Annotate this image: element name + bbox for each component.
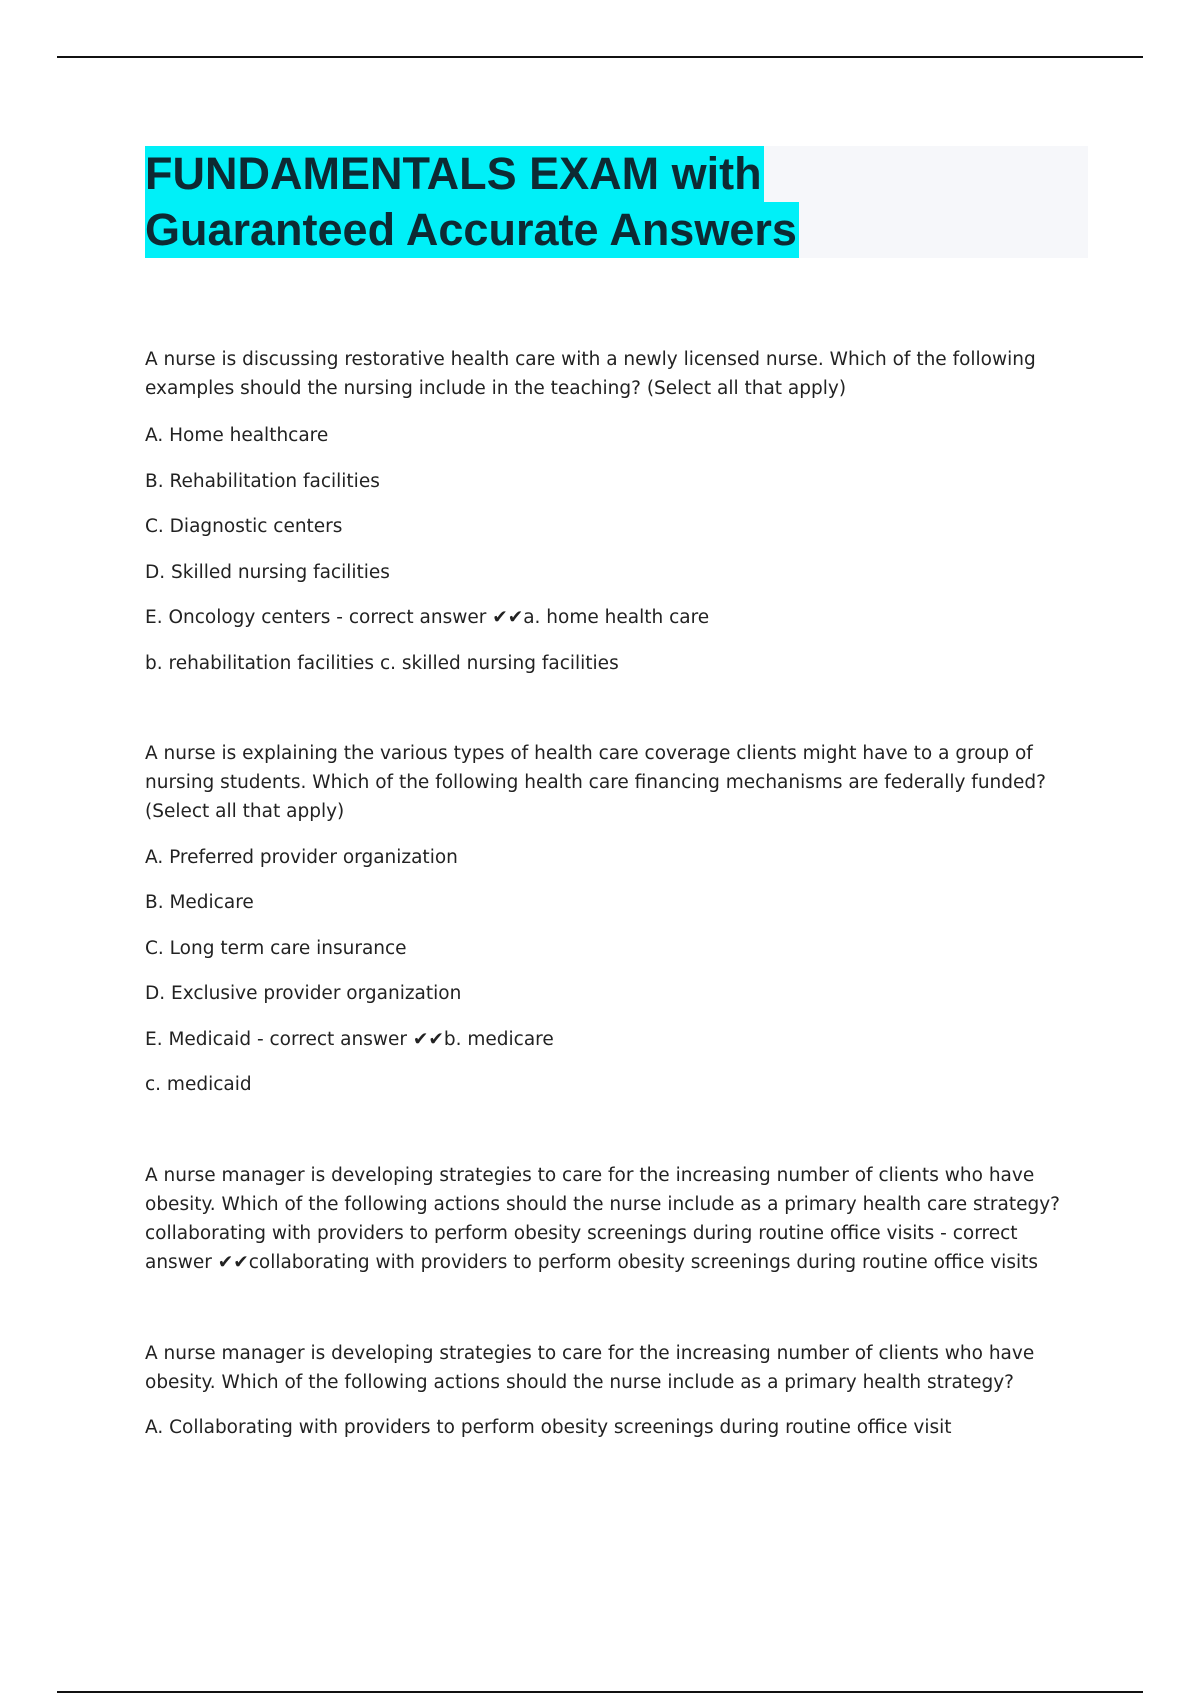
question-1-option-e-answer: E. Oncology centers - correct answer ✔✔a. home health care xyxy=(145,607,710,628)
question-2-prompt: A nurse is explaining the various types of health care coverage clients might have to a group of nursing students. Which of the following health care financing mechanisms are federally funded? (Select all that apply) xyxy=(145,743,1046,822)
title-line-2: Guaranteed Accurate Answers xyxy=(145,202,799,258)
question-1-option-d: D. Skilled nursing facilities xyxy=(145,562,390,583)
top-rule xyxy=(57,56,1143,58)
bottom-rule xyxy=(57,1691,1143,1693)
question-1-prompt: A nurse is discussing restorative health care with a newly licensed nurse. Which of the following examples should the nursing include in the teaching? (Select all that apply) xyxy=(145,349,1036,399)
question-2-option-d: D. Exclusive provider organization xyxy=(145,983,462,1004)
document-title xyxy=(145,146,1088,258)
question-4-prompt: A nurse manager is developing strategies to care for the increasing number of clients who have obesity. Which of the following actions should the nurse include as a primary health strategy? xyxy=(145,1343,1035,1393)
question-2-option-c: C. Long term care insurance xyxy=(145,938,407,959)
question-4-option-a: A. Collaborating with providers to perform obesity screenings during routine office visit xyxy=(145,1417,952,1438)
question-1-option-a: A. Home healthcare xyxy=(145,425,329,446)
title-line-1: FUNDAMENTALS EXAM with xyxy=(145,146,764,202)
question-2-answer-continued: c. medicaid xyxy=(145,1074,252,1095)
question-2-option-b: B. Medicare xyxy=(145,892,254,913)
question-1-option-b: B. Rehabilitation facilities xyxy=(145,471,380,492)
question-2-option-a: A. Preferred provider organization xyxy=(145,847,458,868)
question-1-answer-continued: b. rehabilitation facilities c. skilled nursing facilities xyxy=(145,653,619,674)
question-3-prompt-and-answer: A nurse manager is developing strategies to care for the increasing number of clients who have obesity. Which of the following actions should the nurse include as a primary health care strategy?collaborating with providers to perform obesity screenings during routine office visits - correct answer ✔✔collaborating with providers to perform obesity screenings during routine office visits xyxy=(145,1165,1060,1273)
question-1-option-c: C. Diagnostic centers xyxy=(145,516,343,537)
question-2-option-e-answer: E. Medicaid - correct answer ✔✔b. medicare xyxy=(145,1029,554,1050)
